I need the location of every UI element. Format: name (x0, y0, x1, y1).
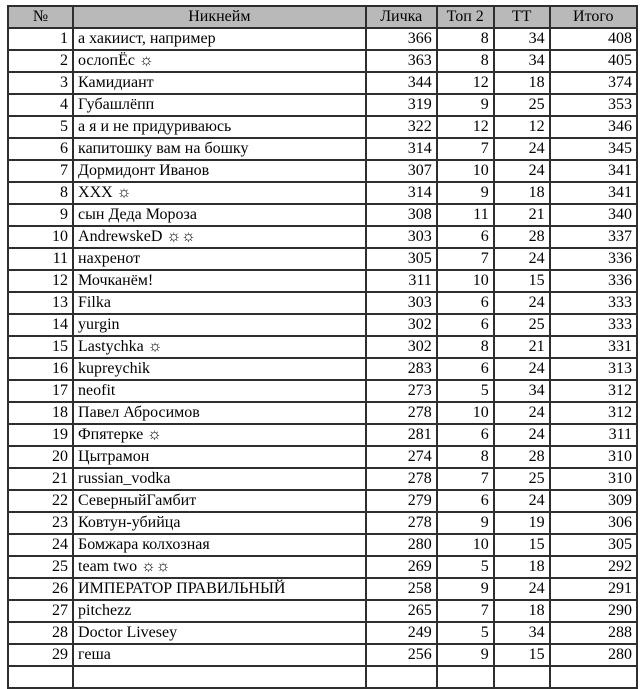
table-row (8, 28, 637, 50)
itogo-cell: 313 (550, 358, 637, 380)
tt-cell: 18 (494, 556, 550, 578)
nickname-cell: Бомжара колхозная (73, 534, 366, 556)
top2-cell: 6 (437, 424, 494, 446)
lichka-cell: 319 (366, 94, 437, 116)
top2-cell: 7 (437, 138, 494, 160)
table-header (8, 6, 637, 28)
rank-cell: 28 (8, 622, 73, 644)
tt-cell: 24 (494, 160, 550, 182)
rank-cell: 10 (8, 226, 73, 248)
lichka-cell: 278 (366, 512, 437, 534)
col-header-lichka: Личка (366, 6, 437, 28)
nickname-cell: Doctor Livesey (73, 622, 366, 644)
rank-cell: 29 (8, 644, 73, 666)
top2-cell: 10 (437, 160, 494, 182)
top2-cell: 8 (437, 446, 494, 468)
top2-cell: 12 (437, 116, 494, 138)
rank-cell: 16 (8, 358, 73, 380)
rank-cell: 15 (8, 336, 73, 358)
lichka-cell: 302 (366, 314, 437, 336)
tt-cell: 24 (494, 490, 550, 512)
nickname-cell: а хакиист, например (73, 28, 366, 50)
top2-cell: 10 (437, 534, 494, 556)
top2-cell: 9 (437, 512, 494, 534)
tt-cell: 24 (494, 402, 550, 424)
itogo-cell: 340 (550, 204, 637, 226)
table-row (8, 72, 637, 94)
rank-cell: 7 (8, 160, 73, 182)
itogo-cell: 290 (550, 600, 637, 622)
rank-cell: 23 (8, 512, 73, 534)
nickname-cell: AndrewskeD ☼☼ (73, 226, 366, 248)
tt-cell: 24 (494, 358, 550, 380)
lichka-cell: 249 (366, 622, 437, 644)
table-row (8, 534, 637, 556)
tt-cell: 25 (494, 94, 550, 116)
itogo-cell: 336 (550, 270, 637, 292)
rank-cell: 12 (8, 270, 73, 292)
top2-cell: 10 (437, 402, 494, 424)
col-header-num: № (8, 6, 73, 28)
top2-cell: 5 (437, 556, 494, 578)
rank-cell: 24 (8, 534, 73, 556)
rank-cell: 4 (8, 94, 73, 116)
table-row (8, 116, 637, 138)
top2-cell: 10 (437, 270, 494, 292)
table-row (8, 622, 637, 644)
itogo-cell: 337 (550, 226, 637, 248)
tt-cell: 15 (494, 644, 550, 666)
table-row (8, 512, 637, 534)
lichka-cell: 363 (366, 50, 437, 72)
top2-cell: 5 (437, 622, 494, 644)
ranking-table (7, 5, 638, 689)
lichka-cell: 344 (366, 72, 437, 94)
tt-cell: 21 (494, 204, 550, 226)
top2-cell: 7 (437, 600, 494, 622)
col-header-itogo: Итого (550, 6, 637, 28)
itogo-cell: 341 (550, 182, 637, 204)
tt-cell: 24 (494, 424, 550, 446)
tt-cell: 18 (494, 182, 550, 204)
table-row (8, 424, 637, 446)
itogo-cell: 345 (550, 138, 637, 160)
itogo-cell: 353 (550, 94, 637, 116)
itogo-cell: 331 (550, 336, 637, 358)
tt-cell (494, 666, 550, 688)
top2-cell: 8 (437, 50, 494, 72)
top2-cell (437, 666, 494, 688)
table-row (8, 50, 637, 72)
table-row (8, 248, 637, 270)
table-row (8, 314, 637, 336)
lichka-cell: 303 (366, 292, 437, 314)
top2-cell: 6 (437, 314, 494, 336)
rank-cell: 17 (8, 380, 73, 402)
lichka-cell: 366 (366, 28, 437, 50)
rank-cell: 26 (8, 578, 73, 600)
table-row (8, 182, 637, 204)
tt-cell: 34 (494, 380, 550, 402)
itogo-cell: 333 (550, 292, 637, 314)
lichka-cell: 278 (366, 468, 437, 490)
lichka-cell: 305 (366, 248, 437, 270)
itogo-cell: 341 (550, 160, 637, 182)
tt-cell: 24 (494, 248, 550, 270)
table-row (8, 358, 637, 380)
top2-cell: 8 (437, 336, 494, 358)
lichka-cell: 283 (366, 358, 437, 380)
col-header-tt: ТТ (494, 6, 550, 28)
tt-cell: 18 (494, 600, 550, 622)
table-row (8, 468, 637, 490)
tt-cell: 25 (494, 314, 550, 336)
lichka-cell: 302 (366, 336, 437, 358)
lichka-cell: 280 (366, 534, 437, 556)
itogo-cell: 309 (550, 490, 637, 512)
top2-cell: 9 (437, 578, 494, 600)
tt-cell: 24 (494, 138, 550, 160)
nickname-cell: kupreychik (73, 358, 366, 380)
table-row (8, 160, 637, 182)
top2-cell: 12 (437, 72, 494, 94)
itogo-cell: 310 (550, 446, 637, 468)
rank-cell: 6 (8, 138, 73, 160)
nickname-cell: Filka (73, 292, 366, 314)
lichka-cell: 258 (366, 578, 437, 600)
rank-cell: 25 (8, 556, 73, 578)
tt-cell: 25 (494, 468, 550, 490)
tt-cell: 34 (494, 622, 550, 644)
rank-cell: 21 (8, 468, 73, 490)
rank-cell: 14 (8, 314, 73, 336)
table-row (8, 138, 637, 160)
rank-cell: 19 (8, 424, 73, 446)
itogo-cell: 288 (550, 622, 637, 644)
col-header-top2: Топ 2 (437, 6, 494, 28)
table-row (8, 380, 637, 402)
itogo-cell: 333 (550, 314, 637, 336)
nickname-cell (73, 666, 366, 688)
rank-cell: 27 (8, 600, 73, 622)
nickname-cell: Мочканём! (73, 270, 366, 292)
table-row (8, 600, 637, 622)
table-row (8, 226, 637, 248)
top2-cell: 9 (437, 644, 494, 666)
lichka-cell: 314 (366, 182, 437, 204)
tt-cell: 24 (494, 292, 550, 314)
itogo-cell: 312 (550, 402, 637, 424)
rank-cell: 8 (8, 182, 73, 204)
table-row (8, 292, 637, 314)
nickname-cell: СеверныйГамбит (73, 490, 366, 512)
tt-cell: 12 (494, 116, 550, 138)
table-row (8, 402, 637, 424)
table-row (8, 94, 637, 116)
itogo-cell: 280 (550, 644, 637, 666)
itogo-cell: 405 (550, 50, 637, 72)
nickname-cell: team two ☼☼ (73, 556, 366, 578)
rank-cell: 11 (8, 248, 73, 270)
top2-cell: 6 (437, 358, 494, 380)
tt-cell: 18 (494, 72, 550, 94)
tt-cell: 15 (494, 270, 550, 292)
nickname-cell: russian_vodka (73, 468, 366, 490)
table-row (8, 446, 637, 468)
nickname-cell: Фпятерке ☼ (73, 424, 366, 446)
table-row (8, 204, 637, 226)
tt-cell: 24 (494, 578, 550, 600)
nickname-cell: сын Деда Мороза (73, 204, 366, 226)
nickname-cell: Губашлёпп (73, 94, 366, 116)
itogo-cell: 336 (550, 248, 637, 270)
tt-cell: 15 (494, 534, 550, 556)
rank-cell: 22 (8, 490, 73, 512)
nickname-cell: геша (73, 644, 366, 666)
nickname-cell: Павел Абросимов (73, 402, 366, 424)
rank-cell: 18 (8, 402, 73, 424)
table-body (8, 28, 637, 688)
nickname-cell: ИМПЕРАТОР ПРАВИЛЬНЫЙ (73, 578, 366, 600)
nickname-cell: капитошку вам на бошку (73, 138, 366, 160)
nickname-cell: ослопЁс ☼ (73, 50, 366, 72)
rank-cell: 13 (8, 292, 73, 314)
lichka-cell: 273 (366, 380, 437, 402)
rank-cell (8, 666, 73, 688)
tt-cell: 34 (494, 50, 550, 72)
nickname-cell: yurgin (73, 314, 366, 336)
lichka-cell: 322 (366, 116, 437, 138)
top2-cell: 9 (437, 182, 494, 204)
col-header-nickname: Никнейм (73, 6, 366, 28)
top2-cell: 11 (437, 204, 494, 226)
tt-cell: 28 (494, 226, 550, 248)
nickname-cell: а я и не придуриваюсь (73, 116, 366, 138)
top2-cell: 9 (437, 94, 494, 116)
top2-cell: 8 (437, 28, 494, 50)
top2-cell: 6 (437, 226, 494, 248)
top2-cell: 7 (437, 468, 494, 490)
nickname-cell: neofit (73, 380, 366, 402)
lichka-cell: 311 (366, 270, 437, 292)
tt-cell: 21 (494, 336, 550, 358)
table-row (8, 490, 637, 512)
tt-cell: 19 (494, 512, 550, 534)
tt-cell: 28 (494, 446, 550, 468)
lichka-cell: 265 (366, 600, 437, 622)
nickname-cell: Цытрамон (73, 446, 366, 468)
itogo-cell: 292 (550, 556, 637, 578)
table-row (8, 336, 637, 358)
nickname-cell: Дормидонт Иванов (73, 160, 366, 182)
top2-cell: 7 (437, 248, 494, 270)
top2-cell: 6 (437, 292, 494, 314)
table-row (8, 556, 637, 578)
lichka-cell: 307 (366, 160, 437, 182)
itogo-cell: 311 (550, 424, 637, 446)
lichka-cell: 274 (366, 446, 437, 468)
tt-cell: 34 (494, 28, 550, 50)
itogo-cell (550, 666, 637, 688)
lichka-cell: 279 (366, 490, 437, 512)
rank-cell: 1 (8, 28, 73, 50)
header-row (8, 6, 637, 28)
lichka-cell (366, 666, 437, 688)
lichka-cell: 314 (366, 138, 437, 160)
table-row (8, 644, 637, 666)
itogo-cell: 374 (550, 72, 637, 94)
table-row (8, 270, 637, 292)
lichka-cell: 303 (366, 226, 437, 248)
itogo-cell: 306 (550, 512, 637, 534)
lichka-cell: 269 (366, 556, 437, 578)
nickname-cell: Камидиант (73, 72, 366, 94)
rank-cell: 20 (8, 446, 73, 468)
table-row (8, 578, 637, 600)
lichka-cell: 281 (366, 424, 437, 446)
itogo-cell: 291 (550, 578, 637, 600)
lichka-cell: 256 (366, 644, 437, 666)
itogo-cell: 305 (550, 534, 637, 556)
nickname-cell: Ковтун-убийца (73, 512, 366, 534)
rank-cell: 3 (8, 72, 73, 94)
lichka-cell: 308 (366, 204, 437, 226)
itogo-cell: 408 (550, 28, 637, 50)
rank-cell: 5 (8, 116, 73, 138)
table-row-clipped (8, 666, 637, 688)
itogo-cell: 312 (550, 380, 637, 402)
top2-cell: 6 (437, 490, 494, 512)
nickname-cell: XXX ☼ (73, 182, 366, 204)
itogo-cell: 310 (550, 468, 637, 490)
lichka-cell: 278 (366, 402, 437, 424)
nickname-cell: нахренот (73, 248, 366, 270)
rank-cell: 9 (8, 204, 73, 226)
nickname-cell: Lastychka ☼ (73, 336, 366, 358)
itogo-cell: 346 (550, 116, 637, 138)
rank-cell: 2 (8, 50, 73, 72)
nickname-cell: pitchezz (73, 600, 366, 622)
top2-cell: 5 (437, 380, 494, 402)
